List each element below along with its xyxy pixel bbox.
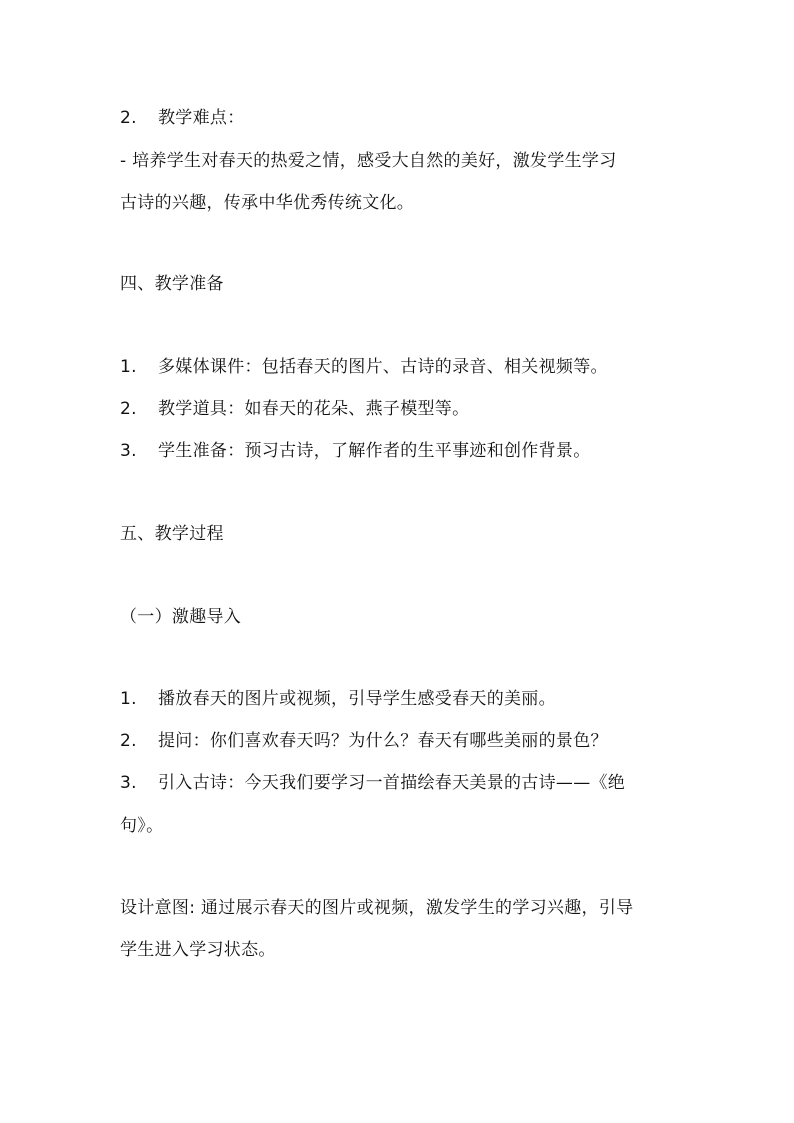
process-item-number: 1. xyxy=(120,689,137,709)
difficulty-heading-text: 教学难点： xyxy=(158,108,245,128)
preparation-item-number: 3. xyxy=(120,441,137,461)
difficulty-heading xyxy=(120,106,245,130)
section-title-process: 五、教学过程 xyxy=(120,524,224,544)
difficulty-point-line-2: 古诗的兴趣，传承中华优秀传统文化。 xyxy=(120,193,415,213)
preparation-item-text: 多媒体课件：包括春天的图片、古诗的录音、相关视频等。 xyxy=(158,357,608,377)
design-intent-line-1: 设计意图: 通过展示春天的图片或视频，激发学生的学习兴趣，引导 xyxy=(120,898,634,918)
process-item-number: 2. xyxy=(120,731,137,751)
preparation-item-number: 1. xyxy=(120,357,137,377)
process-item-text: 播放春天的图片或视频，引导学生感受春天的美丽。 xyxy=(158,689,556,709)
process-item-text: 引入古诗：今天我们要学习一首描绘春天美景的古诗——《绝 xyxy=(158,773,626,793)
preparation-item-text: 学生准备：预习古诗，了解作者的生平事迹和创作背景。 xyxy=(158,441,591,461)
preparation-item xyxy=(120,355,608,379)
preparation-item-number: 2. xyxy=(120,399,137,419)
process-item-number: 3. xyxy=(120,773,137,793)
difficulty-point-line-1: - 培养学生对春天的热爱之情，感受大自然的美好，激发学生学习 xyxy=(120,151,617,171)
design-intent-line-2: 学生进入学习状态。 xyxy=(120,940,276,960)
difficulty-heading-number: 2. xyxy=(120,108,137,128)
process-item xyxy=(120,729,608,753)
preparation-item xyxy=(120,397,469,421)
preparation-item xyxy=(120,439,591,463)
section-title-preparation: 四、教学准备 xyxy=(120,274,224,294)
process-item-text: 提问：你们喜欢春天吗？为什么？春天有哪些美丽的景色？ xyxy=(158,731,608,751)
process-item xyxy=(120,687,556,711)
subsection-title: （一）激趣导入 xyxy=(120,607,242,627)
process-item-continuation: 句》。 xyxy=(120,816,164,836)
preparation-item-text: 教学道具：如春天的花朵、燕子模型等。 xyxy=(158,399,470,419)
process-item xyxy=(120,771,625,795)
